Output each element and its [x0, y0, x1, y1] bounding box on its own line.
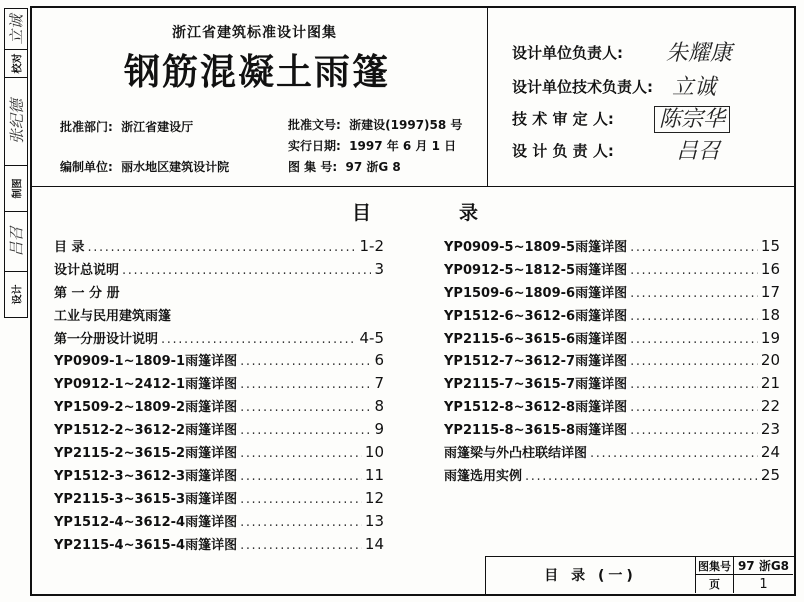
toc-entry-page: 11: [364, 465, 384, 484]
resp-design-head: 设 计 负 责 人:: [512, 142, 614, 160]
toc-entry-page: 9: [374, 420, 384, 439]
toc-leader-dots: [630, 400, 758, 415]
toc-leader-dots: [240, 492, 362, 507]
toc-entry: [54, 511, 384, 534]
strip-label-proofread: 校对: [5, 49, 27, 77]
toc-leader-dots: [590, 446, 758, 461]
toc-entry: [54, 236, 384, 259]
toc-entry: [54, 442, 384, 465]
toc-entry: [444, 442, 780, 465]
resp-tech-head: 设计单位技术负责人:: [512, 78, 653, 96]
toc-entry-page: 25: [760, 465, 780, 484]
strip-label-design: 设计: [5, 271, 27, 317]
toc-entry-label: 第一分册设计说明: [54, 331, 159, 347]
strip-signature-3: 吕召: [5, 211, 27, 271]
toc-leader-dots: [240, 469, 362, 484]
toc-entry: [54, 419, 384, 442]
toc-leader-dots: [240, 400, 371, 415]
toc-leader-dots: [630, 354, 758, 369]
toc-entry-label: YP2115-7~3615-7雨篷详图: [444, 377, 628, 393]
toc-entry: [444, 373, 780, 396]
toc-entry-page: 8: [374, 397, 384, 416]
toc-entry-page: 18: [760, 305, 780, 324]
toc-entry-page: 23: [760, 420, 780, 439]
toc-entry-label: YP2115-2~3615-2雨篷详图: [54, 446, 238, 462]
toc-entry-label: YP2115-6~3615-6雨篷详图: [444, 331, 628, 347]
toc-entry: [444, 305, 780, 328]
toc-entry-label: 工业与民用建筑雨篷: [54, 308, 172, 324]
strip-signature-2: 张纪德: [5, 77, 27, 165]
header-divider: [487, 8, 488, 186]
signature-design-head: 吕召: [676, 139, 721, 164]
drawing-frame: [30, 6, 796, 596]
toc-entry: [54, 282, 384, 305]
toc-entry: [444, 419, 780, 442]
toc-entry-page: 21: [760, 374, 780, 393]
toc-leader-dots: [240, 515, 362, 530]
toc-entry-label: YP0912-1~2412-1雨篷详图: [54, 377, 238, 393]
signature-unit-head: 朱耀康: [666, 41, 733, 66]
toc-entry-label: 第 一 分 册: [54, 285, 120, 301]
toc-entry: [54, 305, 384, 328]
toc-entry-label: YP1512-4~3612-4雨篷详图: [54, 514, 238, 530]
toc-entry-label: YP2115-4~3615-4雨篷详图: [54, 537, 238, 553]
toc-entry-page: 3: [374, 259, 384, 278]
page-label: 页: [696, 575, 734, 593]
toc-entry: [54, 350, 384, 373]
toc-entry: [54, 396, 384, 419]
toc-leader-dots: [240, 538, 362, 553]
toc-leader-dots: [240, 354, 371, 369]
toc-leader-dots: [240, 446, 362, 461]
page-number: 1: [759, 576, 768, 592]
toc-leader-dots: [240, 377, 371, 392]
toc-entry: [444, 350, 780, 373]
title-block: [485, 556, 794, 594]
strip-signature-1: 立诚: [7, 13, 26, 45]
toc-leader-dots: [630, 332, 758, 347]
toc-entry-label: YP1512-3~3612-3雨篷详图: [54, 468, 238, 484]
approval-doc: 批准文号: 浙建设(1997)58 号: [288, 118, 463, 132]
toc-entry-label: 雨篷梁与外凸柱联结详图: [444, 446, 588, 462]
toc-entry-page: 4-5: [359, 328, 384, 347]
toc-leader-dots: [630, 286, 758, 301]
toc-leader-dots: [630, 309, 758, 324]
resp-reviewer: 技 术 审 定 人:: [512, 110, 614, 128]
toc-entry: [54, 534, 384, 557]
toc-entry-label: YP0909-5~1809-5雨篷详图: [444, 240, 628, 255]
toc-entry-page: 13: [364, 511, 384, 530]
toc-entry: [54, 328, 384, 351]
effective-date: 实行日期: 1997 年 6 月 1 日: [288, 139, 457, 153]
toc-entry: [54, 488, 384, 511]
toc-entry-page: 17: [760, 282, 780, 301]
atlas-no-value: 97 浙G8: [734, 557, 793, 575]
toc-entry-label: 目 录: [54, 240, 85, 255]
header-block: [32, 8, 794, 187]
atlas-number: 图 集 号: 97 浙G 8: [288, 160, 401, 174]
page-title: 钢筋混凝土雨篷: [124, 52, 391, 93]
toc-leader-dots: [240, 423, 371, 438]
toc-leader-dots: [161, 332, 356, 347]
toc-entry-page: 6: [374, 351, 384, 370]
toc-entry-page: 10: [364, 443, 384, 462]
toc-entry-label: YP1509-6~1809-6雨篷详图: [444, 285, 628, 301]
toc-entry: [444, 396, 780, 419]
toc-heading: 目 录: [352, 202, 479, 224]
toc-entry-label: 雨篷选用实例: [444, 468, 523, 484]
signature-reviewer: 陈宗华: [654, 102, 730, 133]
toc-entry-label: YP0912-5~1812-5雨篷详图: [444, 262, 628, 278]
toc-entry-page: 12: [364, 488, 384, 507]
toc-entry-page: 1-2: [359, 237, 384, 255]
approval-dept: 批准部门: 浙江省建设厅: [60, 120, 194, 134]
toc-entry-label: YP1512-2~3612-2雨篷详图: [54, 423, 238, 439]
toc-entry-label: YP2115-3~3615-3雨篷详图: [54, 491, 238, 507]
toc-leader-dots: [630, 240, 758, 255]
margin-signature-strip: [4, 8, 28, 318]
toc-entry: [444, 465, 780, 488]
toc-entry: [444, 328, 780, 351]
signature-tech-head: 立诚: [672, 75, 717, 100]
toc-leader-dots: [122, 263, 371, 278]
sheet-name: 目 录 (一): [486, 557, 696, 593]
strip-label-drawing: 制图: [5, 165, 27, 211]
toc-entry-page: 15: [760, 237, 780, 255]
toc-leader-dots: [525, 469, 758, 484]
toc-entry-label: 设计总说明: [54, 262, 120, 278]
series-title: 浙江省建筑标准设计图集: [172, 25, 337, 41]
toc-entry-label: YP1512-6~3612-6雨篷详图: [444, 308, 628, 324]
toc-entry-label: YP0909-1~1809-1雨篷详图: [54, 354, 238, 370]
toc-right-column: [444, 236, 780, 488]
toc-leader-dots: [630, 423, 758, 438]
toc-entry: [54, 373, 384, 396]
resp-unit-head: 设计单位负责人:: [512, 44, 623, 62]
toc-entry-page: 16: [760, 259, 780, 278]
toc-leader-dots: [630, 377, 758, 392]
toc-entry: [444, 282, 780, 305]
toc-entry: [54, 465, 384, 488]
compile-unit: 编制单位: 丽水地区建筑设计院: [60, 160, 230, 174]
toc-entry-page: 14: [364, 534, 384, 553]
toc-entry-page: 7: [374, 374, 384, 393]
toc-entry-page: 20: [760, 351, 780, 370]
toc-left-column: [54, 236, 384, 556]
toc-entry-page: 24: [760, 443, 780, 462]
toc-entry: [444, 259, 780, 282]
toc-entry: [444, 236, 780, 259]
toc-entry-page: 19: [760, 328, 780, 347]
toc-leader-dots: [88, 240, 357, 255]
toc-leader-dots: [630, 263, 758, 278]
toc-entry-label: YP1512-8~3612-8雨篷详图: [444, 400, 628, 416]
toc-entry-label: YP1509-2~1809-2雨篷详图: [54, 400, 238, 416]
toc-entry-label: YP1512-7~3612-7雨篷详图: [444, 354, 628, 370]
toc-entry-label: YP2115-8~3615-8雨篷详图: [444, 423, 628, 439]
atlas-no-label: 图集号: [696, 557, 734, 575]
toc-entry-page: 22: [760, 397, 780, 416]
toc-entry: [54, 259, 384, 282]
